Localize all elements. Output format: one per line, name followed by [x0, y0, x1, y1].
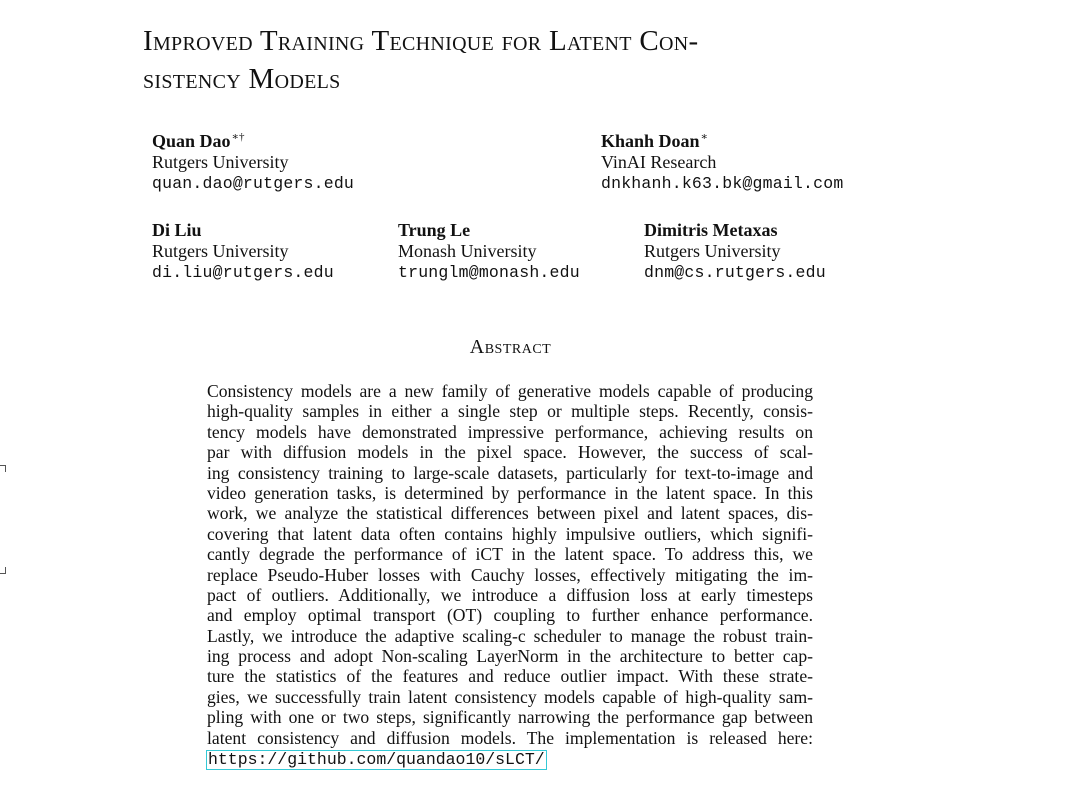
author-email: dnm@cs.rutgers.edu — [644, 263, 826, 282]
author-block — [152, 220, 334, 284]
author-affiliation: Monash University — [398, 241, 537, 261]
margin-bracket-bottom-mark — [0, 567, 6, 574]
author-email: di.liu@rutgers.edu — [152, 263, 334, 282]
author-name-line — [601, 127, 843, 152]
author-email: dnkhanh.k63.bk@gmail.com — [601, 174, 844, 193]
abstract-line: video generation tasks, is determined by performance in the latent space. In this — [207, 482, 813, 503]
abstract-line: pact of outliers. Additionally, we introduce a diffusion loss at early timesteps — [207, 584, 813, 605]
author-affiliation: Rutgers University — [644, 241, 781, 261]
abstract-line — [207, 748, 813, 768]
abstract-line: Lastly, we introduce the adaptive scaling-c scheduler to manage the robust train- — [207, 625, 813, 646]
abstract-line: par with diffusion models in the pixel space. However, the success of scal- — [207, 442, 813, 463]
abstract-line: and employ optimal transport (OT) coupling to further enhance performance. — [207, 605, 813, 626]
author-name: Khanh Doan — [601, 131, 700, 151]
author-block — [644, 220, 826, 284]
abstract-heading: Abstract — [469, 336, 552, 358]
abstract-line: cantly degrade the performance of iCT in the latent space. To address this, we — [207, 544, 813, 565]
author-block — [152, 127, 354, 195]
author-footnote-marks: ∗ — [700, 131, 709, 143]
abstract-line: tency models have demonstrated impressive performance, achieving results on — [207, 421, 813, 442]
author-block — [398, 220, 580, 284]
abstract-line: ing consistency training to large-scale datasets, particularly for text-to-image and — [207, 462, 813, 483]
abstract-line: Consistency models are a new family of generative models capable of producing — [207, 381, 813, 401]
author-name: Quan Dao — [152, 131, 231, 151]
abstract-line: gies, we successfully train latent consistency models capable of high-quality sam- — [207, 686, 813, 707]
author-name-line — [152, 127, 354, 152]
github-repo-link[interactable]: https://github.com/quandao10/sLCT/ — [208, 750, 545, 770]
author-footnote-marks: ∗† — [231, 131, 245, 143]
abstract-line: latent consistency and diffusion models. The implementation is released here: — [207, 727, 813, 748]
paper-title-line-1: Improved Training Technique for Latent Con- — [143, 25, 699, 57]
paper-title — [143, 22, 1023, 98]
abstract-line: replace Pseudo-Huber losses with Cauchy losses, effectively mitigating the im- — [207, 564, 813, 585]
abstract-line: pling with one or two steps, significantly narrowing the performance gap between — [207, 707, 813, 728]
author-name: Dimitris Metaxas — [644, 220, 778, 240]
abstract-line: work, we analyze the statistical differences between pixel and latent spaces, dis- — [207, 503, 813, 524]
paper-title-line-2: sistency Models — [143, 63, 341, 95]
author-name: Trung Le — [398, 220, 471, 240]
abstract-line: covering that latent data often contains highly impulsive outliers, which signifi- — [207, 523, 813, 544]
author-name: Di Liu — [152, 220, 202, 240]
margin-bracket-top-mark — [0, 465, 6, 472]
author-affiliation: Rutgers University — [152, 241, 289, 261]
author-email: quan.dao@rutgers.edu — [152, 174, 355, 193]
author-affiliation: Rutgers University — [152, 152, 289, 172]
author-block — [601, 127, 843, 195]
author-email: trunglm@monash.edu — [398, 263, 580, 282]
abstract-text — [207, 381, 813, 768]
abstract-line: high-quality samples in either a single step or multiple steps. Recently, consis- — [207, 401, 813, 422]
abstract-line: ture the statistics of the features and reduce outlier impact. With these strate- — [207, 666, 813, 687]
abstract-line: ing process and adopt Non-scaling LayerNorm in the architecture to better cap- — [207, 646, 813, 667]
author-affiliation: VinAI Research — [601, 152, 717, 172]
